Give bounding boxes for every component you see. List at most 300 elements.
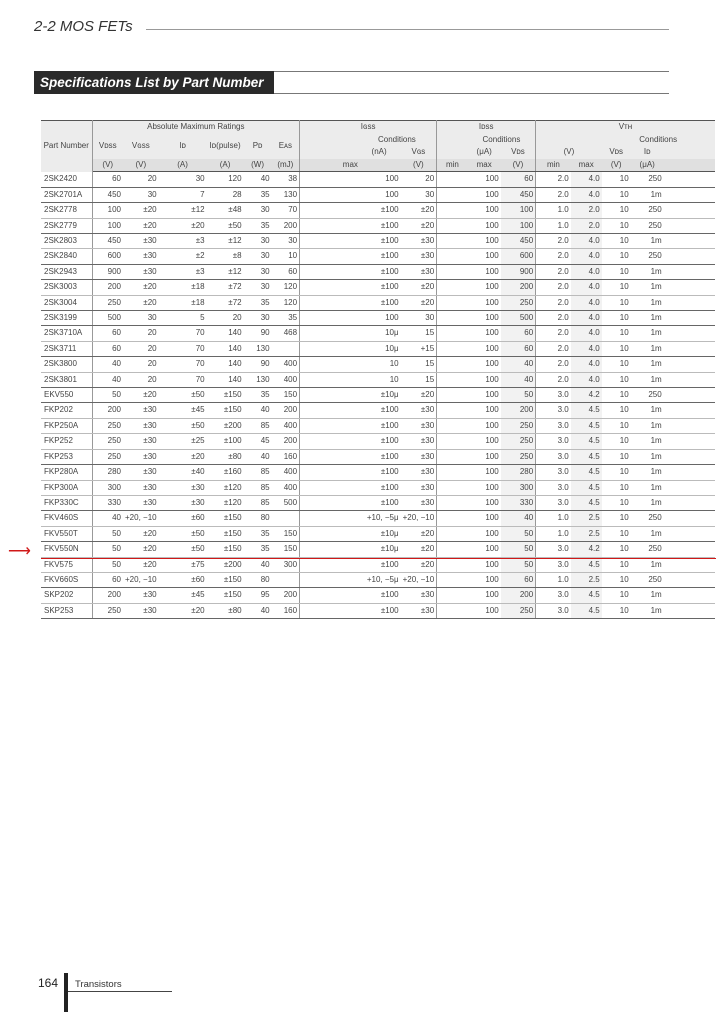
cell-igss: ±100 — [358, 203, 401, 218]
cell-pd: 85 — [244, 495, 272, 510]
cell-vth-max: 4.2 — [571, 542, 602, 557]
chapter-title: 2-2 MOS FETs — [34, 18, 133, 35]
header-igss-max-blank — [300, 134, 358, 159]
cell-id: 70 — [159, 326, 207, 341]
cell-idss-vds: 200 — [501, 588, 536, 603]
cell-vth-id: 1m — [631, 326, 664, 341]
cell-eas: 200 — [272, 403, 300, 418]
cell-vth-max: 2.5 — [571, 511, 602, 526]
cell-vth-vds: 10 — [602, 495, 631, 510]
unit-igss-vgs: (V) — [401, 159, 437, 172]
cell-vgss: ±30 — [123, 449, 159, 464]
table-row — [41, 280, 715, 295]
cell-igss: 10μ — [358, 326, 401, 341]
cell-igss: ±100 — [358, 218, 401, 233]
cell-vth-min: 3.0 — [536, 542, 571, 557]
cell-idp: ±120 — [207, 495, 244, 510]
cell-spacer — [664, 495, 715, 510]
cell-idp: ±150 — [207, 588, 244, 603]
cell-vdss: 300 — [92, 480, 123, 495]
cell-idss-vds: 40 — [501, 357, 536, 372]
section-banner: Specifications List by Part Number — [34, 71, 274, 94]
cell-vth-vds: 10 — [602, 480, 631, 495]
cell-spacer — [437, 357, 468, 372]
cell-eas: 60 — [272, 264, 300, 279]
cell-vth-min: 1.0 — [536, 526, 571, 541]
unit-vth-id: (μA) — [631, 159, 664, 172]
cell-spacer — [437, 249, 468, 264]
cell-pd: 45 — [244, 434, 272, 449]
cell-pn: 2SK2778 — [41, 203, 92, 218]
cell-vgss: ±30 — [123, 588, 159, 603]
cell-id: ±50 — [159, 526, 207, 541]
cell-vth-vds: 10 — [602, 372, 631, 387]
table-row — [41, 218, 715, 233]
cell-vgss: +20, −10 — [123, 511, 159, 526]
unit-id: (A) — [159, 159, 207, 172]
unit-idpulse: (A) — [207, 159, 244, 172]
cell-spacer — [437, 403, 468, 418]
table-row — [41, 187, 715, 202]
cell-idp: ±150 — [207, 542, 244, 557]
cell-igss: 10μ — [358, 341, 401, 356]
cell-vth-id: 250 — [631, 172, 664, 187]
header-vth-conditions: Conditions — [602, 134, 715, 147]
cell-vdss: 450 — [92, 234, 123, 249]
cell-vth-min: 3.0 — [536, 480, 571, 495]
cell-idss-vds: 300 — [501, 480, 536, 495]
cell-spacer — [437, 449, 468, 464]
cell-igss-vgs: ±30 — [401, 495, 437, 510]
cell-vth-min: 3.0 — [536, 434, 571, 449]
cell-vth-max: 4.0 — [571, 280, 602, 295]
cell-vth-min: 2.0 — [536, 326, 571, 341]
cell-vdss: 330 — [92, 495, 123, 510]
cell-igss-vgs: 20 — [401, 172, 437, 187]
header-idss-max-blank — [437, 134, 468, 159]
cell-spacer — [300, 264, 358, 279]
cell-vth-max: 4.5 — [571, 418, 602, 433]
cell-id: 30 — [159, 172, 207, 187]
cell-pn: FKP330C — [41, 495, 92, 510]
cell-pn: 2SK2840 — [41, 249, 92, 264]
cell-spacer — [437, 295, 468, 310]
cell-vth-min: 2.0 — [536, 295, 571, 310]
cell-idp: ±12 — [207, 264, 244, 279]
cell-idp: ±150 — [207, 572, 244, 587]
cell-id: ±60 — [159, 572, 207, 587]
cell-idss: 100 — [468, 234, 501, 249]
cell-idss: 100 — [468, 187, 501, 202]
cell-vdss: 60 — [92, 341, 123, 356]
cell-pd: 80 — [244, 572, 272, 587]
cell-spacer — [664, 357, 715, 372]
cell-vth-max: 2.5 — [571, 572, 602, 587]
cell-vth-vds: 10 — [602, 526, 631, 541]
cell-vth-id: 250 — [631, 203, 664, 218]
cell-igss-vgs: ±20 — [401, 526, 437, 541]
header-igss-unit: (nA) — [358, 146, 401, 159]
table-row — [41, 480, 715, 495]
unit-vth-max: max — [571, 159, 602, 172]
cell-id: ±50 — [159, 418, 207, 433]
cell-idss-vds: 100 — [501, 203, 536, 218]
cell-pn: FKV575 — [41, 557, 92, 572]
cell-spacer — [664, 187, 715, 202]
cell-idss-vds: 250 — [501, 295, 536, 310]
cell-spacer — [437, 280, 468, 295]
cell-vgss: ±20 — [123, 295, 159, 310]
cell-spacer — [437, 172, 468, 187]
table-row — [41, 341, 715, 356]
cell-igss: ±100 — [358, 295, 401, 310]
table-row — [41, 572, 715, 587]
cell-spacer — [300, 234, 358, 249]
cell-idss: 100 — [468, 372, 501, 387]
cell-id: ±18 — [159, 280, 207, 295]
cell-idss: 100 — [468, 326, 501, 341]
cell-idss: 100 — [468, 357, 501, 372]
cell-vth-max: 4.0 — [571, 341, 602, 356]
cell-pd: 35 — [244, 388, 272, 403]
cell-pn: 2SK3199 — [41, 311, 92, 326]
cell-vth-min: 2.0 — [536, 372, 571, 387]
cell-vgss: +20, −10 — [123, 572, 159, 587]
cell-pd: 40 — [244, 403, 272, 418]
cell-idss: 100 — [468, 495, 501, 510]
cell-spacer — [664, 465, 715, 480]
cell-vdss: 600 — [92, 249, 123, 264]
cell-vth-min: 3.0 — [536, 388, 571, 403]
cell-spacer — [664, 434, 715, 449]
header-vgss: Vɢss — [123, 134, 159, 159]
cell-vth-vds: 10 — [602, 218, 631, 233]
table-row — [41, 403, 715, 418]
cell-id: ±45 — [159, 588, 207, 603]
cell-id: 70 — [159, 341, 207, 356]
cell-vth-id: 1m — [631, 557, 664, 572]
cell-spacer — [664, 588, 715, 603]
cell-idp: 20 — [207, 311, 244, 326]
cell-igss: ±100 — [358, 234, 401, 249]
cell-idss: 100 — [468, 449, 501, 464]
cell-pd: 35 — [244, 542, 272, 557]
cell-id: ±20 — [159, 218, 207, 233]
cell-vth-min: 1.0 — [536, 203, 571, 218]
table-row — [41, 526, 715, 541]
cell-pd: 130 — [244, 372, 272, 387]
cell-eas: 150 — [272, 542, 300, 557]
header-idss-conditions: Conditions — [468, 134, 536, 147]
cell-spacer — [664, 572, 715, 587]
cell-spacer — [437, 372, 468, 387]
cell-vth-vds: 10 — [602, 187, 631, 202]
cell-spacer — [437, 218, 468, 233]
cell-pd: 85 — [244, 480, 272, 495]
cell-spacer — [300, 434, 358, 449]
cell-spacer — [300, 465, 358, 480]
cell-idss: 100 — [468, 603, 501, 618]
header-vth-vds: Vᴅs — [602, 146, 631, 159]
cell-igss: ±100 — [358, 588, 401, 603]
cell-spacer — [300, 249, 358, 264]
cell-eas: 468 — [272, 326, 300, 341]
header-vth-id: Iᴅ — [631, 146, 664, 159]
cell-id: 7 — [159, 187, 207, 202]
cell-pd: 30 — [244, 249, 272, 264]
cell-idp: ±8 — [207, 249, 244, 264]
cell-igss: ±100 — [358, 557, 401, 572]
cell-vth-id: 250 — [631, 388, 664, 403]
header-part-number: Part Number — [41, 121, 92, 172]
cell-vth-id: 1m — [631, 280, 664, 295]
cell-idss-vds: 50 — [501, 388, 536, 403]
cell-vth-id: 1m — [631, 234, 664, 249]
cell-igss-vgs: ±20 — [401, 388, 437, 403]
cell-id: ±20 — [159, 603, 207, 618]
cell-vth-vds: 10 — [602, 449, 631, 464]
table-row — [41, 542, 715, 557]
cell-vth-id: 1m — [631, 311, 664, 326]
cell-spacer — [300, 372, 358, 387]
cell-vth-min: 3.0 — [536, 465, 571, 480]
header-igss: Iɢss — [300, 121, 437, 134]
cell-idss-vds: 330 — [501, 495, 536, 510]
cell-pn: FKP253 — [41, 449, 92, 464]
cell-spacer — [437, 418, 468, 433]
cell-spacer — [437, 264, 468, 279]
cell-spacer — [300, 449, 358, 464]
cell-pd: 35 — [244, 526, 272, 541]
highlight-line — [41, 558, 716, 559]
cell-spacer — [664, 511, 715, 526]
cell-igss: ±100 — [358, 418, 401, 433]
cell-eas: 150 — [272, 526, 300, 541]
cell-vth-vds: 10 — [602, 418, 631, 433]
cell-id: ±20 — [159, 449, 207, 464]
cell-idss: 100 — [468, 388, 501, 403]
cell-pn: FKP300A — [41, 480, 92, 495]
cell-vth-id: 1m — [631, 418, 664, 433]
cell-id: ±75 — [159, 557, 207, 572]
cell-vgss: ±30 — [123, 480, 159, 495]
cell-eas: 400 — [272, 480, 300, 495]
table-row — [41, 603, 715, 618]
cell-eas: 400 — [272, 357, 300, 372]
cell-igss: +10, −5μ — [358, 511, 401, 526]
cell-eas: 150 — [272, 388, 300, 403]
cell-id: 70 — [159, 357, 207, 372]
cell-spacer — [300, 495, 358, 510]
cell-id: ±18 — [159, 295, 207, 310]
cell-vth-id: 1m — [631, 264, 664, 279]
cell-pd: 80 — [244, 511, 272, 526]
cell-pd: 85 — [244, 418, 272, 433]
cell-vdss: 200 — [92, 403, 123, 418]
cell-pn: 2SK3710A — [41, 326, 92, 341]
cell-id: ±3 — [159, 264, 207, 279]
cell-vth-vds: 10 — [602, 203, 631, 218]
cell-vth-id: 250 — [631, 542, 664, 557]
cell-igss: ±100 — [358, 465, 401, 480]
cell-igss: ±100 — [358, 264, 401, 279]
cell-spacer — [437, 588, 468, 603]
cell-vgss: ±20 — [123, 526, 159, 541]
cell-idp: ±150 — [207, 403, 244, 418]
cell-eas — [272, 511, 300, 526]
table-row — [41, 295, 715, 310]
cell-vth-id: 1m — [631, 372, 664, 387]
cell-vth-min: 2.0 — [536, 172, 571, 187]
cell-vdss: 100 — [92, 203, 123, 218]
header-idss-unit: (μA) — [468, 146, 501, 159]
cell-pn: FKV660S — [41, 572, 92, 587]
cell-pd: 30 — [244, 234, 272, 249]
unit-vdss: (V) — [92, 159, 123, 172]
cell-pn: FKP280A — [41, 465, 92, 480]
chapter-rule — [146, 29, 669, 30]
cell-igss-vgs: ±20 — [401, 280, 437, 295]
cell-idss-vds: 250 — [501, 418, 536, 433]
cell-spacer — [664, 557, 715, 572]
cell-vth-vds: 10 — [602, 572, 631, 587]
cell-eas: 35 — [272, 311, 300, 326]
cell-vdss: 100 — [92, 218, 123, 233]
cell-vdss: 40 — [92, 357, 123, 372]
cell-spacer — [437, 526, 468, 541]
cell-igss-vgs: +20, −10 — [401, 511, 437, 526]
cell-vdss: 200 — [92, 280, 123, 295]
cell-vth-id: 1m — [631, 588, 664, 603]
cell-vth-max: 4.5 — [571, 403, 602, 418]
cell-vdss: 450 — [92, 187, 123, 202]
cell-eas: 160 — [272, 449, 300, 464]
cell-pd: 35 — [244, 218, 272, 233]
cell-igss-vgs: ±30 — [401, 465, 437, 480]
cell-idp: ±160 — [207, 465, 244, 480]
cell-eas: 38 — [272, 172, 300, 187]
cell-vgss: ±30 — [123, 495, 159, 510]
cell-vth-vds: 10 — [602, 295, 631, 310]
cell-vgss: ±20 — [123, 557, 159, 572]
cell-vdss: 40 — [92, 511, 123, 526]
cell-pn: 2SK3711 — [41, 341, 92, 356]
cell-vth-vds: 10 — [602, 403, 631, 418]
cell-vdss: 50 — [92, 542, 123, 557]
cell-pn: SKP202 — [41, 588, 92, 603]
cell-vgss: ±30 — [123, 249, 159, 264]
cell-idss-vds: 200 — [501, 403, 536, 418]
cell-vgss: ±20 — [123, 542, 159, 557]
cell-id: ±50 — [159, 542, 207, 557]
cell-idss-vds: 600 — [501, 249, 536, 264]
cell-spacer — [300, 403, 358, 418]
header-vth-unit: (V) — [536, 146, 602, 159]
cell-vdss: 250 — [92, 449, 123, 464]
cell-spacer — [437, 480, 468, 495]
cell-vth-vds: 10 — [602, 434, 631, 449]
cell-eas: 200 — [272, 588, 300, 603]
cell-igss-vgs: ±20 — [401, 295, 437, 310]
cell-spacer — [664, 526, 715, 541]
cell-idss: 100 — [468, 465, 501, 480]
cell-vth-id: 1m — [631, 434, 664, 449]
cell-vth-max: 4.5 — [571, 449, 602, 464]
table-row — [41, 388, 715, 403]
cell-eas: 130 — [272, 187, 300, 202]
cell-spacer — [437, 187, 468, 202]
cell-spacer — [300, 280, 358, 295]
cell-igss-vgs: ±20 — [401, 203, 437, 218]
cell-vth-min: 2.0 — [536, 357, 571, 372]
cell-idss-vds: 250 — [501, 603, 536, 618]
cell-id: ±30 — [159, 495, 207, 510]
cell-idss: 100 — [468, 418, 501, 433]
table-row — [41, 326, 715, 341]
table-row — [41, 465, 715, 480]
cell-vth-min: 1.0 — [536, 572, 571, 587]
header-id: Iᴅ — [159, 134, 207, 159]
table-row — [41, 234, 715, 249]
cell-vdss: 50 — [92, 557, 123, 572]
cell-spacer — [664, 449, 715, 464]
cell-igss: 10 — [358, 372, 401, 387]
cell-igss: ±10μ — [358, 526, 401, 541]
cell-vth-max: 4.5 — [571, 603, 602, 618]
banner-rule-top — [274, 71, 669, 72]
cell-pn: FKV460S — [41, 511, 92, 526]
cell-pd: 40 — [244, 172, 272, 187]
cell-idss: 100 — [468, 511, 501, 526]
cell-igss: ±10μ — [358, 388, 401, 403]
cell-spacer — [437, 542, 468, 557]
cell-idss-vds: 900 — [501, 264, 536, 279]
unit-idss-max: max — [468, 159, 501, 172]
cell-spacer — [664, 388, 715, 403]
cell-eas: 400 — [272, 372, 300, 387]
cell-vgss: 20 — [123, 172, 159, 187]
unit-idss-vds: (V) — [501, 159, 536, 172]
cell-idss: 100 — [468, 526, 501, 541]
cell-pd: 130 — [244, 341, 272, 356]
table-row — [41, 372, 715, 387]
header-abs-max: Absolute Maximum Ratings — [92, 121, 300, 134]
header-idpulse: Iᴅ(pulse) — [207, 134, 244, 159]
cell-vth-max: 4.5 — [571, 434, 602, 449]
cell-id: ±45 — [159, 403, 207, 418]
cell-idss-vds: 60 — [501, 326, 536, 341]
cell-pd: 35 — [244, 187, 272, 202]
cell-spacer — [664, 234, 715, 249]
cell-vth-vds: 10 — [602, 588, 631, 603]
cell-pd: 85 — [244, 465, 272, 480]
cell-vdss: 280 — [92, 465, 123, 480]
cell-spacer — [664, 311, 715, 326]
cell-spacer — [664, 480, 715, 495]
cell-igss-vgs: ±30 — [401, 603, 437, 618]
cell-vgss: ±20 — [123, 280, 159, 295]
cell-eas — [272, 341, 300, 356]
cell-igss-vgs: 15 — [401, 326, 437, 341]
cell-igss-vgs: ±20 — [401, 218, 437, 233]
cell-vth-min: 2.0 — [536, 311, 571, 326]
cell-spacer — [300, 526, 358, 541]
cell-spacer — [300, 418, 358, 433]
cell-pd: 30 — [244, 264, 272, 279]
cell-vdss: 40 — [92, 372, 123, 387]
cell-igss-vgs: ±30 — [401, 249, 437, 264]
cell-spacer — [300, 511, 358, 526]
